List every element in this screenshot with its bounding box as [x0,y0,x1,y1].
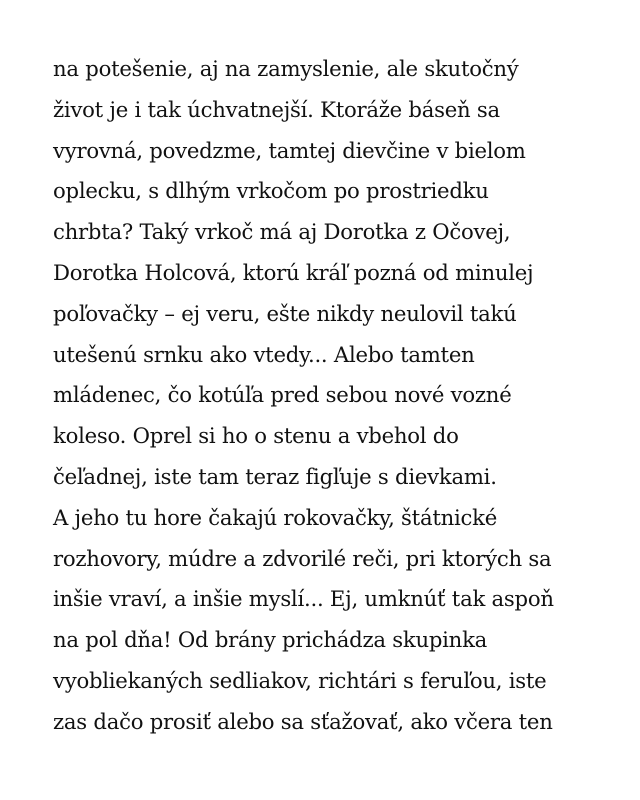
text-line: A jeho tu hore čakajú rokovačky, štátnické [53,504,498,530]
text-line: inšie vraví, a inšie myslí... Ej, umknúť tak aspoň [53,586,554,612]
text-line: mládenec, čo kotúľa pred sebou nové vozné [53,382,512,408]
text-line: vyobliekaných sedliakov, richtári s feruľou, iste [53,667,547,693]
body-text [53,49,613,743]
text-line: utešenú srnku ako vtedy... Alebo tamten [53,341,475,367]
text-line: chrbta? Taký vrkoč má aj Dorotka z Očovej, [53,219,511,245]
text-line: vyrovná, povedzme, tamtej dievčine v bielom [53,137,526,163]
text-line: koleso. Oprel si ho o stenu a vbehol do [53,423,459,449]
text-line: rozhovory, múdre a zdvorilé reči, pri ktorých sa [53,545,552,571]
text-line: život je i tak úchvatnejší. Ktoráže báseň sa [53,96,500,122]
text-line: Dorotka Holcová, ktorú kráľ pozná od minulej [53,259,534,285]
text-line: oplecku, s dlhým vrkočom po prostriedku [53,178,489,204]
text-line: zas dačo prosiť alebo sa sťažovať, ako včera ten [53,708,553,734]
text-line: na pol dňa! Od brány prichádza skupinka [53,627,488,653]
text-line: poľovačky – ej veru, ešte nikdy neulovil takú [53,300,517,326]
text-line: na potešenie, aj na zamyslenie, ale skutočný [53,56,519,81]
text-line: čeľadnej, iste tam teraz figľuje s dievkami. [53,463,497,489]
